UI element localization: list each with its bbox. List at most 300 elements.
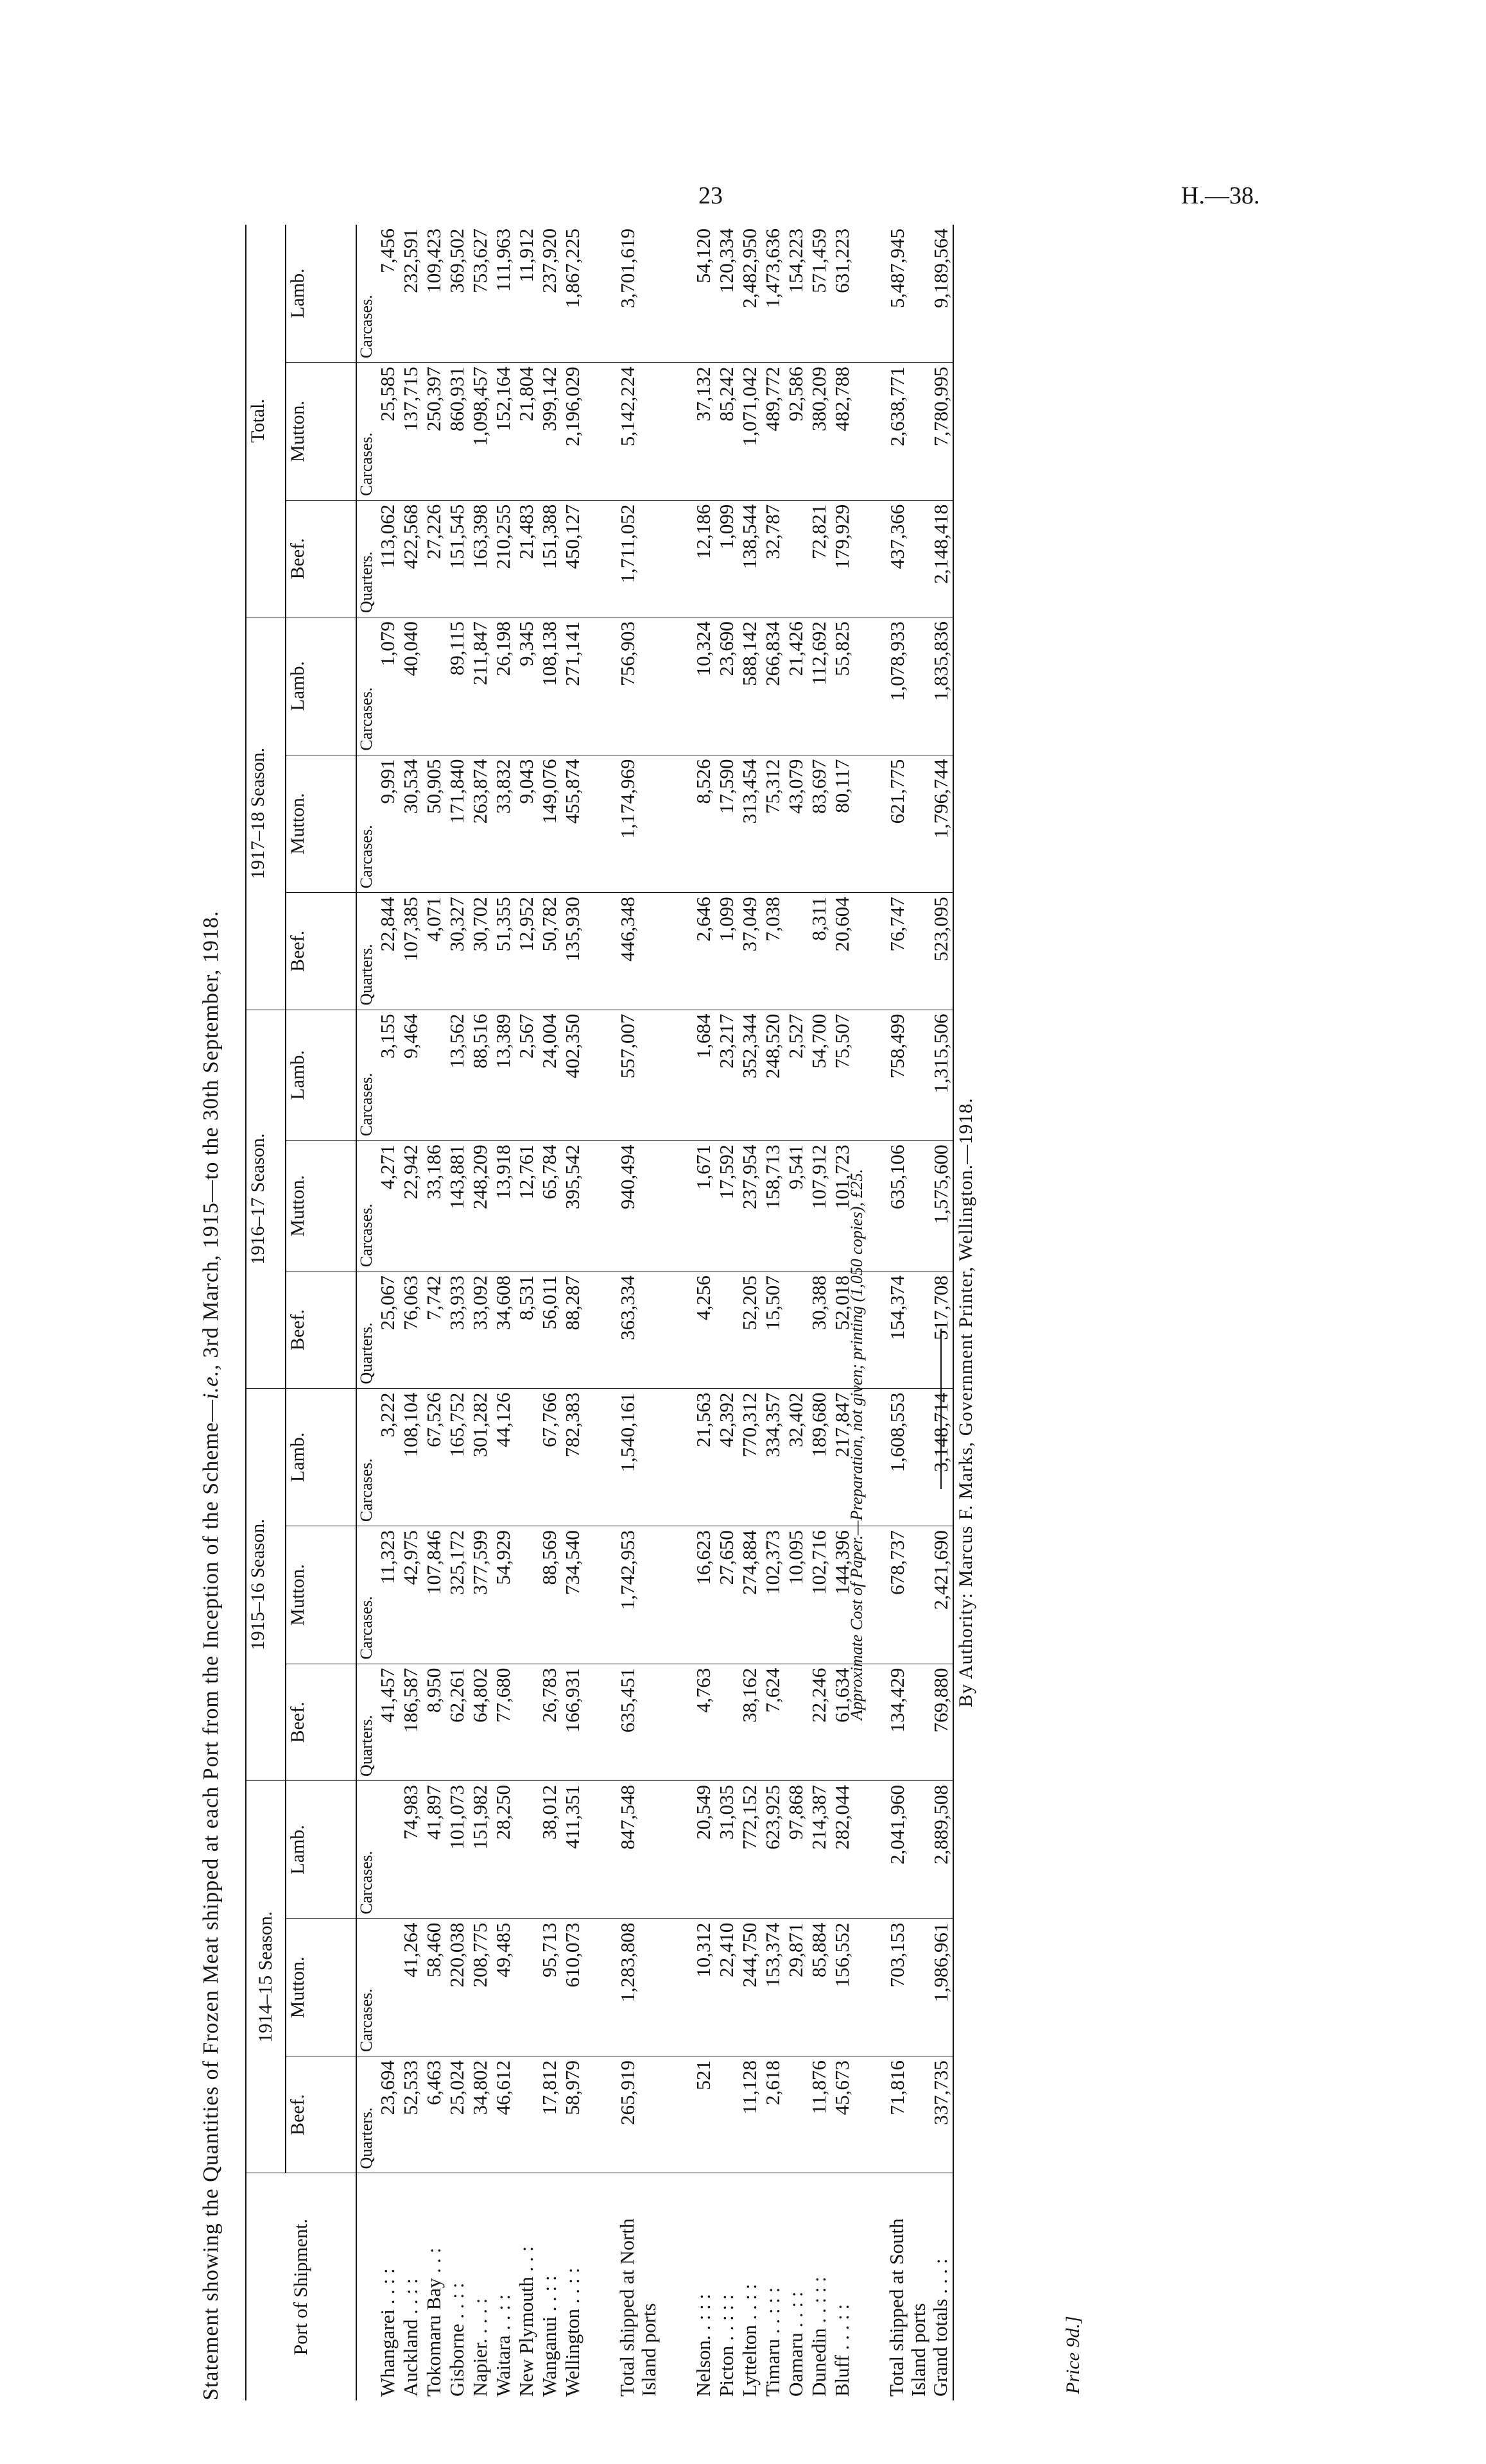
spacer-cell — [584, 363, 616, 501]
value-cell: 21,563 — [692, 1388, 715, 1526]
value-cell: 134,429 — [886, 1664, 929, 1780]
value-cell: 189,680 — [808, 1388, 831, 1526]
value-cell: 153,374 — [761, 1918, 784, 2056]
value-cell: 571,459 — [808, 228, 830, 293]
value-cell: 137,715 — [399, 363, 422, 501]
spacer-cell — [584, 225, 616, 363]
spacer-cell — [660, 893, 692, 1010]
port-name: Picton . . : : : — [715, 2173, 738, 2400]
value-cell: 58,460 — [422, 1918, 445, 2056]
port-name: Tokomaru Bay . . : — [422, 2173, 445, 2400]
title-main: Statement showing the Quantities of Frozen Meat shipped at each Port from the Inception of the Scheme— — [199, 1399, 223, 2400]
value-cell: 265,919 — [616, 2056, 660, 2173]
value-cell: 782,383 — [561, 1388, 584, 1526]
value-cell: 40,040 — [399, 617, 422, 755]
value-cell: 301,282 — [469, 1388, 492, 1526]
table-row — [399, 225, 422, 2400]
value-cell: 7,038 — [761, 893, 784, 1010]
value-cell: 42,975 — [399, 1526, 422, 1664]
unit-label: Carcases. — [356, 755, 376, 893]
unit-label: Quarters. — [356, 1664, 376, 1780]
value-cell: 1,742,953 — [616, 1526, 660, 1664]
value-cell: 4,271 — [376, 1141, 399, 1271]
value-cell: 151,388 — [538, 500, 561, 617]
value-cell: 635,106 — [886, 1141, 929, 1271]
spacer-cell — [854, 2173, 886, 2400]
value-cell: 76,063 — [399, 1271, 422, 1388]
spacer-row — [584, 225, 616, 2400]
beef-col-header: Beef. — [286, 893, 356, 1010]
value-cell — [376, 1781, 399, 1919]
value-cell: 89,115 — [445, 617, 469, 755]
value-cell: 703,153 — [886, 1918, 929, 2056]
value-cell: 753,627 — [469, 228, 491, 293]
value-cell: 557,007 — [616, 1010, 660, 1141]
value-cell: 7,742 — [422, 1271, 445, 1388]
unit-label: Quarters. — [356, 2056, 376, 2173]
value-cell: 769,880 — [929, 1664, 953, 1780]
title-italic: i.e., — [199, 1364, 223, 1400]
value-cell: 631,223 — [831, 228, 853, 293]
value-cell: 402,350 — [561, 1010, 584, 1141]
value-cell: 274,884 — [738, 1526, 761, 1664]
spacer-cell — [584, 1526, 616, 1664]
season-1917-18-header: 1917–18 Season. — [246, 617, 286, 1010]
table-row — [515, 225, 538, 2400]
value-cell: 860,931 — [445, 363, 469, 501]
port-name: Waitara . . : : — [492, 2173, 515, 2400]
value-cell: 13,389 — [492, 1010, 515, 1141]
value-cell: 772,152 — [738, 1781, 761, 1919]
value-cell: 22,246 — [808, 1664, 831, 1780]
value-cell: 101,073 — [445, 1781, 469, 1919]
value-cell: 1,283,808 — [616, 1918, 660, 2056]
value-cell: 1,608,553 — [886, 1388, 929, 1526]
value-cell: 16,623 — [692, 1526, 715, 1664]
table-row — [538, 225, 561, 2400]
port-name: Timaru . . : : : — [761, 2173, 784, 2400]
port-name: Wellington . . : : — [561, 2173, 584, 2400]
value-cell: 135,930 — [561, 893, 584, 1010]
beef-col-header: Beef. — [286, 2056, 356, 2173]
spacer-row — [660, 225, 692, 2400]
value-cell: 22,942 — [399, 1141, 422, 1271]
value-cell: 1,099 — [715, 500, 738, 617]
value-cell: 399,142 — [538, 363, 561, 501]
value-cell: 12,186 — [692, 500, 715, 617]
port-name: Auckland . . : : — [399, 2173, 422, 2400]
value-cell: 92,586 — [784, 363, 808, 501]
value-cell: 41,897 — [422, 1781, 445, 1919]
table-row — [761, 225, 784, 2400]
value-cell: 271,141 — [561, 617, 584, 755]
value-cell: 56,011 — [538, 1271, 561, 1388]
value-cell: 27,650 — [715, 1526, 738, 1664]
value-cell: 395,542 — [561, 1141, 584, 1271]
value-cell: 489,772 — [761, 363, 784, 501]
value-cell: 102,716 — [808, 1526, 831, 1664]
spacer-cell — [584, 1141, 616, 1271]
value-cell: 610,073 — [561, 1918, 584, 2056]
value-cell: 4,763 — [692, 1664, 715, 1780]
table-row — [808, 225, 831, 2400]
value-cell: 377,599 — [469, 1526, 492, 1664]
beef-col-header: Beef. — [286, 1271, 356, 1388]
cost-note: Approximate Cost of Paper.—Preparation, not given; printing (1,050 copies), £25. — [847, 1169, 866, 1720]
value-cell: 8,526 — [692, 755, 715, 893]
value-cell — [515, 1526, 538, 1664]
value-cell: 65,784 — [538, 1141, 561, 1271]
value-cell: 34,608 — [492, 1271, 515, 1388]
value-cell: 8,311 — [808, 893, 831, 1010]
value-cell: 26,783 — [538, 1664, 561, 1780]
spacer-cell — [584, 893, 616, 1010]
value-cell: 113,062 — [376, 500, 399, 617]
value-cell: 52,205 — [738, 1271, 761, 1388]
spacer-cell — [854, 755, 886, 893]
value-cell: 45,673 — [831, 2056, 854, 2173]
value-cell: 154,223 — [784, 228, 807, 293]
value-cell: 25,585 — [376, 363, 399, 501]
total-header: Total. — [246, 225, 286, 617]
value-cell: 2,041,960 — [886, 1781, 929, 1919]
lamb-col-header: Lamb. — [286, 617, 356, 755]
value-cell: 678,737 — [886, 1526, 929, 1664]
lamb-col-header: Lamb. — [287, 268, 308, 318]
spacer-cell — [854, 1781, 886, 1919]
value-cell: 1,540,161 — [616, 1388, 660, 1526]
title-dates: 3rd March, 1915—to the 30th September, 1918. — [199, 910, 223, 1365]
value-cell: 10,324 — [692, 617, 715, 755]
value-cell: 334,357 — [761, 1388, 784, 1526]
spacer-cell — [584, 500, 616, 617]
mutton-col-header: Mutton. — [286, 1141, 356, 1271]
value-cell: 42,392 — [715, 1388, 738, 1526]
value-cell — [784, 1664, 808, 1780]
value-cell: 523,095 — [929, 893, 953, 1010]
value-cell: 313,454 — [738, 755, 761, 893]
value-cell: 521 — [692, 2056, 715, 2173]
unit-label: Carcases. — [356, 1388, 376, 1526]
value-cell: 325,172 — [445, 1526, 469, 1664]
value-cell: 8,531 — [515, 1271, 538, 1388]
document-reference: H.—38. — [1181, 182, 1260, 209]
value-cell: 220,038 — [445, 1918, 469, 2056]
value-cell — [784, 1271, 808, 1388]
table-row — [422, 225, 445, 2400]
value-cell: 369,502 — [445, 228, 468, 293]
value-cell: 83,697 — [808, 755, 831, 893]
value-cell: 107,846 — [422, 1526, 445, 1664]
value-cell: 517,708 — [929, 1271, 953, 1388]
value-cell: 232,591 — [399, 228, 422, 293]
value-cell: 95,713 — [538, 1918, 561, 2056]
total-row — [886, 225, 929, 2400]
value-cell: 25,067 — [376, 1271, 399, 1388]
spacer-cell — [584, 755, 616, 893]
value-cell — [715, 1664, 738, 1780]
value-cell: 6,463 — [422, 2056, 445, 2173]
value-cell: 756,903 — [616, 617, 660, 755]
port-name: Wanganui . . : : — [538, 2173, 561, 2400]
value-cell: 282,044 — [831, 1781, 854, 1919]
value-cell: 34,802 — [469, 2056, 492, 2173]
value-cell: 3,148,714 — [929, 1388, 953, 1526]
unit-spacer — [356, 2173, 376, 2400]
value-cell: 88,287 — [561, 1271, 584, 1388]
spacer-cell — [854, 225, 886, 363]
value-cell — [515, 1664, 538, 1780]
value-cell: 847,548 — [616, 1781, 660, 1919]
value-cell: 3,222 — [376, 1388, 399, 1526]
value-cell: 33,832 — [492, 755, 515, 893]
value-cell: 940,494 — [616, 1141, 660, 1271]
value-cell: 244,750 — [738, 1918, 761, 2056]
value-cell: 446,348 — [616, 893, 660, 1010]
value-cell: 2,527 — [784, 1010, 808, 1141]
unit-label: Quarters. — [356, 500, 376, 617]
value-cell: 165,752 — [445, 1388, 469, 1526]
value-cell: 1,867,225 — [561, 228, 583, 308]
value-cell — [715, 1271, 738, 1388]
value-cell: 58,979 — [561, 2056, 584, 2173]
value-cell: 9,991 — [376, 755, 399, 893]
value-cell: 49,485 — [492, 1918, 515, 2056]
value-cell — [515, 1388, 538, 1526]
value-cell: 263,874 — [469, 755, 492, 893]
spacer-cell — [584, 1918, 616, 2056]
value-cell — [515, 1781, 538, 1919]
value-cell: 7,780,995 — [929, 363, 953, 501]
value-cell: 9,189,564 — [929, 225, 953, 363]
value-cell: 11,323 — [376, 1526, 399, 1664]
spacer-cell — [854, 363, 886, 501]
value-cell: 8,950 — [422, 1664, 445, 1780]
value-cell: 758,499 — [886, 1010, 929, 1141]
value-cell: 11,912 — [515, 228, 537, 283]
page-number: 23 — [698, 182, 723, 209]
value-cell: 24,004 — [538, 1010, 561, 1141]
value-cell: 143,881 — [445, 1141, 469, 1271]
value-cell: 108,104 — [399, 1388, 422, 1526]
value-cell: 7,456 — [376, 228, 399, 273]
value-cell: 623,925 — [761, 1781, 784, 1919]
port-header: Port of Shipment. — [246, 2173, 356, 2400]
value-cell: 13,918 — [492, 1141, 515, 1271]
value-cell: 248,520 — [761, 1010, 784, 1141]
spacer-cell — [854, 617, 886, 755]
spacer-cell — [584, 1010, 616, 1141]
spacer-cell — [660, 1781, 692, 1919]
value-cell: 2,482,950 — [738, 228, 761, 308]
unit-label: Quarters. — [356, 893, 376, 1010]
value-cell: 88,516 — [469, 1010, 492, 1141]
value-cell: 80,117 — [831, 755, 854, 893]
value-cell — [515, 2056, 538, 2173]
value-cell: 1,174,969 — [616, 755, 660, 893]
value-cell: 2,646 — [692, 893, 715, 1010]
table-row — [692, 225, 715, 2400]
spacer-cell — [660, 225, 692, 363]
value-cell — [715, 2056, 738, 2173]
season-1916-17-header: 1916–17 Season. — [246, 1010, 286, 1388]
value-cell: 2,196,029 — [561, 363, 584, 501]
value-cell: 41,457 — [376, 1664, 399, 1780]
mutton-col-header: Mutton. — [286, 1526, 356, 1664]
value-cell: 250,397 — [422, 363, 445, 501]
value-cell: 67,766 — [538, 1388, 561, 1526]
value-cell: 23,694 — [376, 2056, 399, 2173]
port-name: Napier. . . . : — [469, 2173, 492, 2400]
value-cell: 1,078,933 — [886, 617, 929, 755]
value-cell: 23,690 — [715, 617, 738, 755]
table-row — [445, 225, 469, 2400]
spacer-cell — [584, 1664, 616, 1780]
value-cell: 102,373 — [761, 1526, 784, 1664]
table-row — [784, 225, 808, 2400]
value-cell: 217,847 — [831, 1388, 854, 1526]
spacer-cell — [660, 755, 692, 893]
value-cell: 26,198 — [492, 617, 515, 755]
value-cell: 37,049 — [738, 893, 761, 1010]
value-cell: 120,334 — [715, 228, 738, 293]
value-cell: 17,812 — [538, 2056, 561, 2173]
footer-rule — [940, 1329, 942, 1489]
value-cell: 30,388 — [808, 1271, 831, 1388]
port-name: Bluff . . . : : — [831, 2173, 854, 2400]
value-cell: 75,312 — [761, 755, 784, 893]
value-cell: 76,747 — [886, 893, 929, 1010]
value-cell: 337,735 — [929, 2056, 953, 2173]
value-cell: 144,396 — [831, 1526, 854, 1664]
spacer-cell — [584, 617, 616, 755]
total-row — [616, 225, 660, 2400]
spacer-cell — [584, 1388, 616, 1526]
value-cell: 31,035 — [715, 1781, 738, 1919]
value-cell: 107,912 — [808, 1141, 831, 1271]
south-island-total-label: Total shipped at South Island ports — [886, 2173, 929, 2400]
value-cell: 12,761 — [515, 1141, 538, 1271]
port-name: Dunedin . . : : : — [808, 2173, 831, 2400]
value-cell: 9,541 — [784, 1141, 808, 1271]
value-cell: 1,796,744 — [929, 755, 953, 893]
port-name: Nelson. . : : : — [692, 2173, 715, 2400]
value-cell: 1,315,506 — [929, 1010, 953, 1141]
season-1914-15-header: 1914–15 Season. — [246, 1781, 286, 2173]
value-cell: 50,905 — [422, 755, 445, 893]
value-cell: 111,963 — [492, 228, 514, 292]
north-island-total-label: Total shipped at North Island ports — [616, 2173, 660, 2400]
value-cell: 88,569 — [538, 1526, 561, 1664]
value-cell: 156,552 — [831, 1918, 854, 2056]
mutton-col-header: Mutton. — [286, 363, 356, 501]
spacer-cell — [660, 363, 692, 501]
unit-label: Carcases. — [356, 1918, 376, 2056]
port-name: New Plymouth . . : — [515, 2173, 538, 2400]
season-1915-16-header: 1915–16 Season. — [246, 1388, 286, 1780]
value-cell: 352,344 — [738, 1010, 761, 1141]
value-cell — [376, 1918, 399, 2056]
table-row — [469, 225, 492, 2400]
value-cell: 38,162 — [738, 1664, 761, 1780]
spacer-cell — [660, 1141, 692, 1271]
value-cell: 1,071,042 — [738, 363, 761, 501]
rotated-statement — [199, 225, 1110, 2400]
value-cell: 97,868 — [784, 1781, 808, 1919]
value-cell: 107,385 — [399, 893, 422, 1010]
value-cell: 166,931 — [561, 1664, 584, 1780]
value-cell: 85,242 — [715, 363, 738, 501]
value-cell: 4,071 — [422, 893, 445, 1010]
value-cell: 154,374 — [886, 1271, 929, 1388]
value-cell: 10,095 — [784, 1526, 808, 1664]
value-cell — [784, 2056, 808, 2173]
value-cell: 450,127 — [561, 500, 584, 617]
value-cell: 9,464 — [399, 1010, 422, 1141]
spacer-cell — [854, 500, 886, 617]
value-cell: 112,692 — [808, 617, 831, 755]
spacer-cell — [660, 1271, 692, 1388]
value-cell: 411,351 — [561, 1781, 584, 1919]
value-cell: 75,507 — [831, 1010, 854, 1141]
value-cell: 5,142,224 — [616, 363, 660, 501]
spacer-cell — [660, 617, 692, 755]
value-cell: 33,933 — [445, 1271, 469, 1388]
table-row — [715, 225, 738, 2400]
value-cell: 186,587 — [399, 1664, 422, 1780]
value-cell: 210,255 — [492, 500, 515, 617]
value-cell: 32,402 — [784, 1388, 808, 1526]
unit-label: Carcases. — [356, 363, 376, 501]
unit-label: Carcases. — [356, 1141, 376, 1271]
value-cell: 29,871 — [784, 1918, 808, 2056]
unit-label: Quarters. — [356, 1271, 376, 1388]
spacer-cell — [660, 1918, 692, 2056]
value-cell: 1,575,600 — [929, 1141, 953, 1271]
table-row — [492, 225, 515, 2400]
value-cell: 20,549 — [692, 1781, 715, 1919]
value-cell: 64,802 — [469, 1664, 492, 1780]
table-row — [376, 225, 399, 2400]
value-cell: 363,334 — [616, 1271, 660, 1388]
value-cell: 380,209 — [808, 363, 831, 501]
value-cell: 21,804 — [515, 363, 538, 501]
spacer-cell — [584, 2173, 616, 2400]
value-cell: 5,487,945 — [886, 228, 908, 308]
value-cell: 11,128 — [738, 2056, 761, 2173]
value-cell: 30,327 — [445, 893, 469, 1010]
value-cell: 52,533 — [399, 2056, 422, 2173]
value-cell: 211,847 — [469, 617, 492, 755]
unit-label: Carcases. — [356, 617, 376, 755]
value-cell: 62,261 — [445, 1664, 469, 1780]
value-cell: 1,099 — [715, 893, 738, 1010]
spacer-cell — [660, 2056, 692, 2173]
value-cell: 1,835,836 — [929, 617, 953, 755]
value-cell: 74,983 — [399, 1781, 422, 1919]
value-cell: 54,700 — [808, 1010, 831, 1141]
value-cell: 151,982 — [469, 1781, 492, 1919]
value-cell: 455,874 — [561, 755, 584, 893]
value-cell: 38,012 — [538, 1781, 561, 1919]
value-cell: 13,562 — [445, 1010, 469, 1141]
value-cell: 51,355 — [492, 893, 515, 1010]
value-cell: 30,534 — [399, 755, 422, 893]
value-cell: 482,788 — [831, 363, 854, 501]
value-cell: 422,568 — [399, 500, 422, 617]
unit-label: Carcases. — [356, 1781, 376, 1919]
value-cell: 44,126 — [492, 1388, 515, 1526]
